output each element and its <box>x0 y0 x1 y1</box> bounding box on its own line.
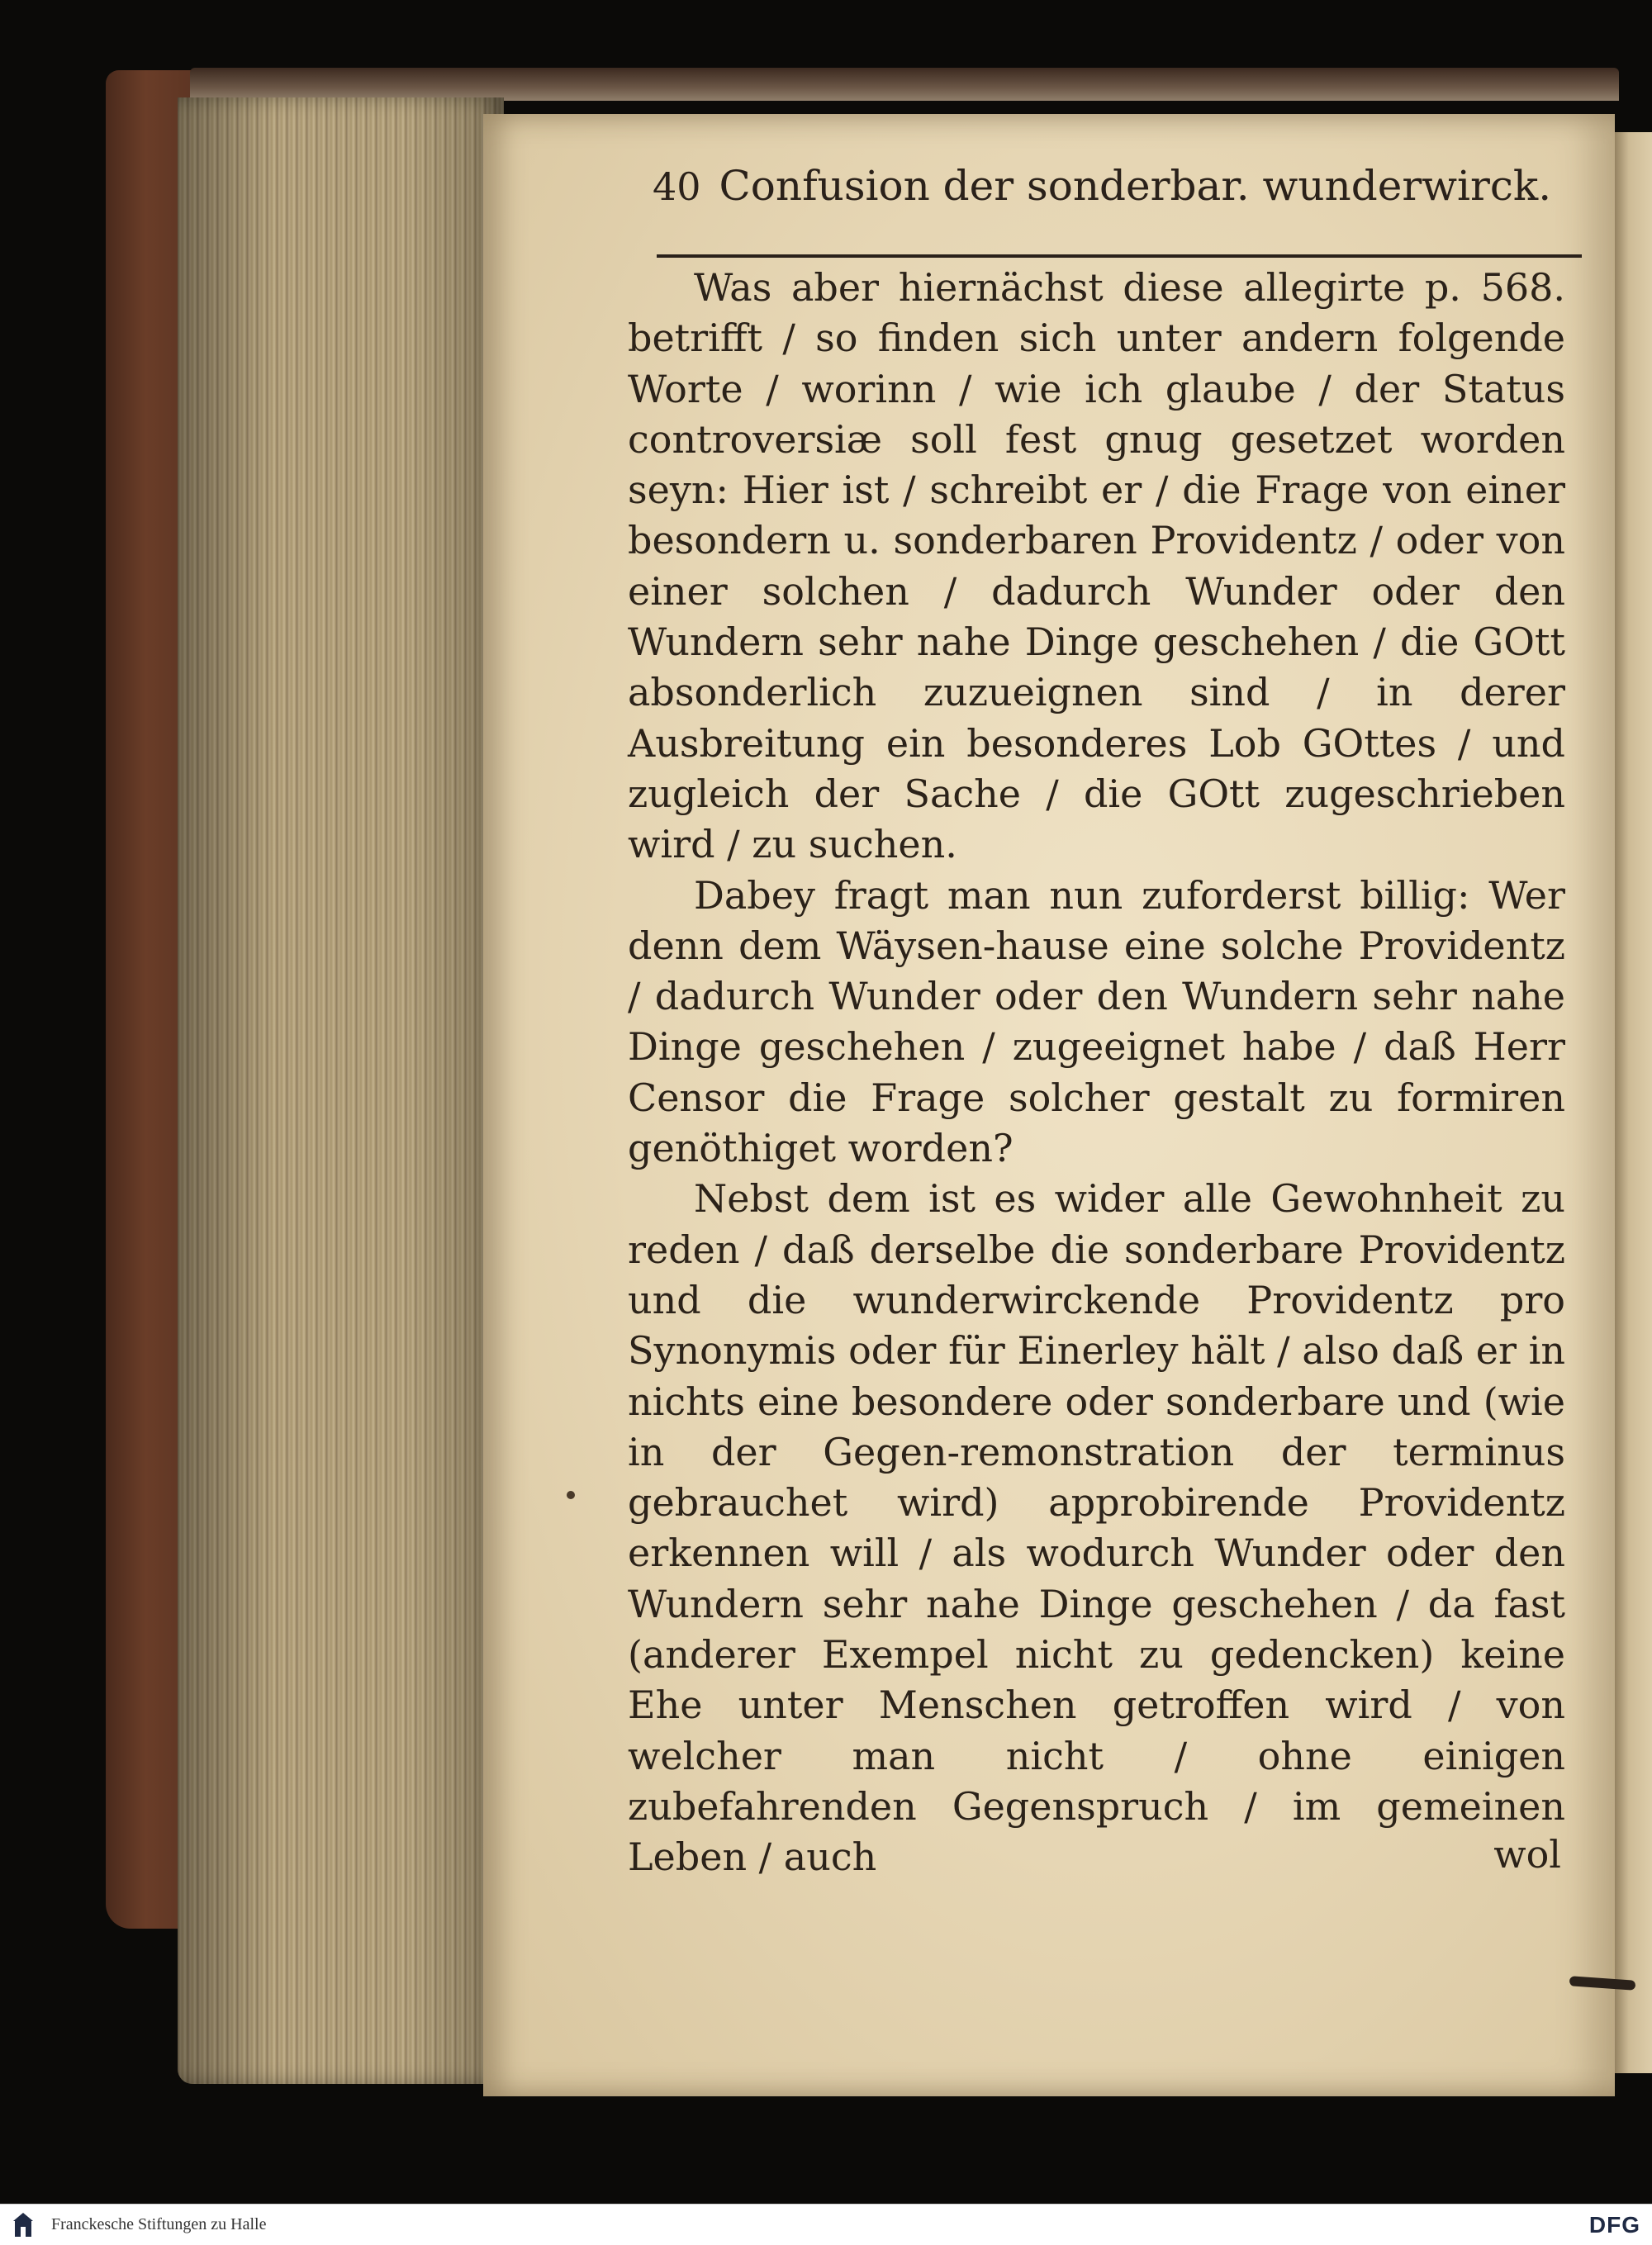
viewer-footer <box>0 2204 1652 2245</box>
running-head <box>653 162 1578 228</box>
ink-spot <box>567 1491 575 1499</box>
paragraph-2: Dabey fragt man nun zuforderst billig: Wer denn dem Wäysen-hause eine solche Providentz / dadurch Wunder oder den Wundern sehr nahe Dinge geschehen / zugeeignet habe / daß Herr Censor die Frage solcher gestalt zu formiren genöthiget worden? <box>628 872 1565 1171</box>
institution-logo-icon <box>7 2209 40 2242</box>
catchword: wol <box>1493 1832 1561 1877</box>
paragraph-1: Was aber hiernächst diese allegirte p. 568. betrifft / so finden sich unter andern folgende Worte / worinn / wie ich glaube / der Status controversiæ soll fest gnug gesetzet worden seyn: Hier ist / schreibt er / die Frage von einer besondern u. sonderbaren Providentz / oder von einer solchen / dadurch Wunder oder den Wundern sehr nahe Dinge geschehen / die GOtt absonderlich zuzueignen sind / in derer Ausbreitung ein besonderes Lob GOttes / und zugleich der Sache / die GOtt zugeschrieben wird / zu suchen. <box>628 265 1565 867</box>
page-stack-shade <box>178 97 504 2084</box>
page-number: 40 <box>653 164 701 209</box>
recto-page-edge <box>1609 132 1652 2073</box>
body-text <box>628 263 1565 1883</box>
head-rule <box>657 254 1582 258</box>
paragraph-3: Nebst dem ist es wider alle Gewohnheit zu reden / daß derselbe die sonderbare Providentz und die wunderwirckende Providentz pro Synonymis oder für Einerley hält / also daß er in nichts eine besondere oder sonderbare und (wie in der Gegen-remonstration der terminus gebrauchet wird) approbirende Providentz erkennen will / als wodurch Wunder oder den Wundern sehr nahe Dinge geschehen / da fast (anderer Exempel nicht zu gedencken) keine Ehe unter Menschen getroffen wird / von welcher man nicht / ohne einigen zubefahrenden Gegenspruch / im gemeinen Leben / auch <box>628 1176 1565 1880</box>
running-title: Confusion der sonderbar. wunderwirck. <box>719 162 1552 210</box>
book-cover-top <box>190 68 1619 101</box>
dfg-logo: DFG <box>1588 2212 1640 2238</box>
institution-name: Franckesche Stiftungen zu Halle <box>51 2215 267 2233</box>
